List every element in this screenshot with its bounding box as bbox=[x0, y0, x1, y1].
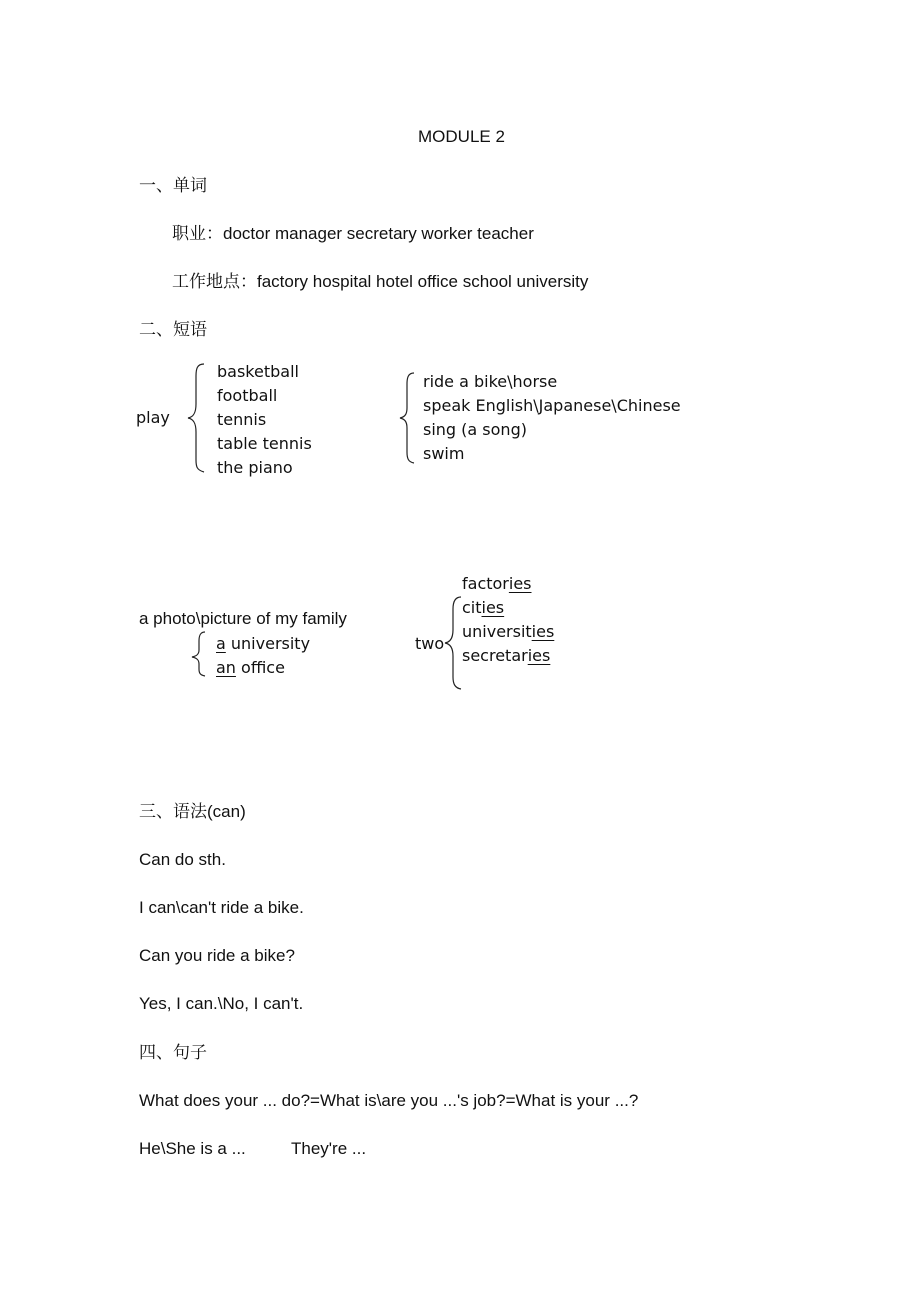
play-item: tennis bbox=[217, 410, 267, 429]
section-grammar-heading: 三、语法(can) bbox=[139, 802, 246, 821]
section-words-heading: 一、单词 bbox=[139, 176, 207, 195]
page-title: MODULE 2 bbox=[418, 127, 505, 146]
plural-item bbox=[462, 648, 550, 664]
sentence-line: They're ... bbox=[291, 1139, 367, 1158]
play-word: play bbox=[136, 408, 170, 427]
plural-stem: universit bbox=[462, 622, 532, 641]
grammar-line: Can you ride a bike? bbox=[139, 946, 295, 965]
article-noun: university bbox=[225, 634, 311, 653]
plural-stem: cit bbox=[462, 598, 482, 617]
play-item: the piano bbox=[217, 458, 293, 477]
verb-item: ride a bike\horse bbox=[423, 372, 558, 391]
photo-phrase: a photo\picture of my family bbox=[139, 609, 347, 628]
plural-item bbox=[462, 576, 532, 592]
places-line: 工作地点：factory hospital hotel office school university bbox=[172, 272, 589, 291]
plural-stem: factor bbox=[462, 574, 509, 593]
plural-suffix: ies bbox=[508, 574, 532, 593]
verb-item: swim bbox=[423, 444, 465, 463]
grammar-line: I can\can't ride a bike. bbox=[139, 898, 304, 917]
plural-suffix: ies bbox=[481, 598, 505, 617]
plural-suffix: ies bbox=[527, 646, 551, 665]
section-sentences-heading: 四、句子 bbox=[139, 1043, 207, 1062]
section-phrases-heading: 二、短语 bbox=[139, 320, 207, 339]
grammar-line: Can do sth. bbox=[139, 850, 226, 869]
play-item: basketball bbox=[217, 362, 299, 381]
jobs-line: 职业：doctor manager secretary worker teacher bbox=[172, 224, 534, 243]
two-word: two bbox=[415, 634, 445, 653]
sentence-line: He\She is a ... bbox=[139, 1139, 246, 1158]
play-item: table tennis bbox=[217, 434, 312, 453]
verb-item: sing (a song) bbox=[423, 420, 527, 439]
article-an: an bbox=[216, 658, 236, 677]
play-item: football bbox=[217, 386, 278, 405]
article-a: a bbox=[216, 634, 226, 653]
verb-item: speak English\Japanese\Chinese bbox=[423, 396, 681, 415]
plural-suffix: ies bbox=[531, 622, 555, 641]
grammar-line: Yes, I can.\No, I can't. bbox=[139, 994, 304, 1013]
plural-item bbox=[462, 624, 554, 640]
article-noun: office bbox=[235, 658, 285, 677]
plural-stem: secretar bbox=[462, 646, 528, 665]
sentence-line: What does your ... do?=What is\are you ...'s job?=What is your ...? bbox=[139, 1091, 639, 1110]
plural-item bbox=[462, 600, 504, 616]
